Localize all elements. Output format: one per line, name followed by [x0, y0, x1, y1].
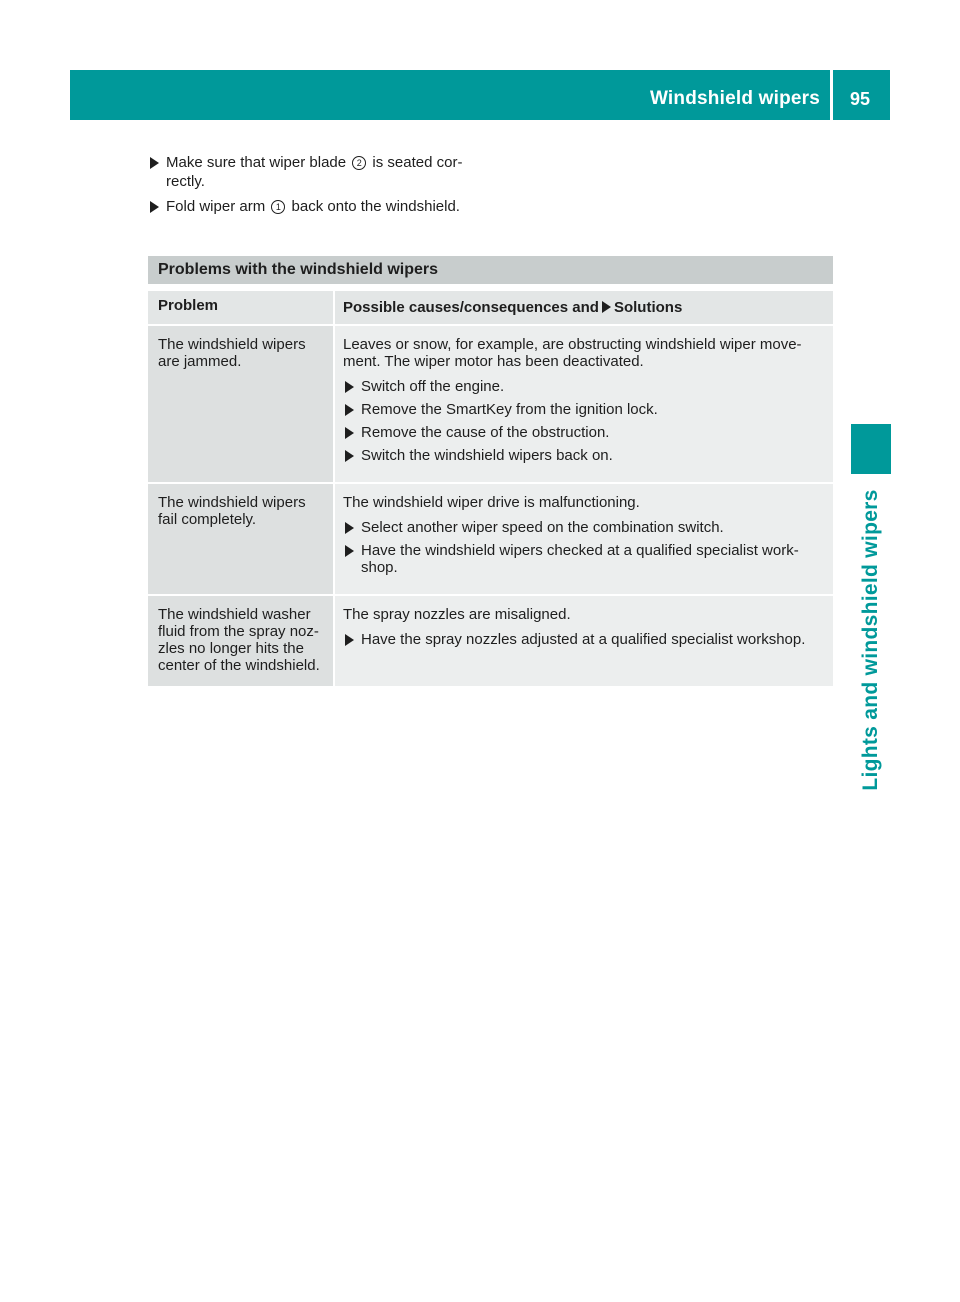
- problem-cell: The windshield washer fluid from the spray noz-zles no longer hits the center of the windshield.: [148, 596, 335, 686]
- solution-cell: [335, 484, 833, 594]
- table-row: [148, 594, 833, 686]
- solution-step: [343, 519, 825, 536]
- arrow-bullet-icon: [345, 634, 354, 646]
- cause-text: Leaves or snow, for example, are obstructing windshield wiper move-ment. The wiper motor has been deactivated.: [343, 336, 802, 370]
- solution-step: [343, 401, 825, 418]
- arrow-bullet-icon: [345, 522, 354, 534]
- arrow-icon: [602, 301, 611, 313]
- arrow-bullet-icon: [345, 427, 354, 439]
- cause-text: The spray nozzles are misaligned.: [343, 606, 571, 623]
- solution-text: Select another wiper speed on the combination switch.: [361, 519, 724, 536]
- instruction-steps: [148, 153, 498, 222]
- header-solutions-text: Possible causes/consequences and: [343, 299, 599, 316]
- page-header: [70, 70, 890, 120]
- chapter-tab-marker: [851, 424, 891, 474]
- header-divider: [830, 70, 833, 120]
- instruction-step: [148, 197, 498, 216]
- solution-text: Switch off the engine.: [361, 378, 505, 395]
- problem-cell: The windshield wipers are jammed.: [148, 326, 335, 482]
- solution-cell: [335, 326, 833, 482]
- arrow-bullet-icon: [345, 450, 354, 462]
- solution-text: Remove the cause of the obstruction.: [361, 424, 610, 441]
- arrow-bullet-icon: [345, 381, 354, 393]
- solution-text: Switch the windshield wipers back on.: [361, 447, 613, 464]
- step-text: is seated cor-rectly.: [166, 154, 463, 190]
- solution-step: [343, 447, 825, 464]
- arrow-bullet-icon: [345, 545, 354, 557]
- table-title: Problems with the windshield wipers: [148, 256, 833, 284]
- page-number: 95: [849, 89, 870, 109]
- chapter-label: Lights and windshield wipers: [859, 489, 882, 791]
- circled-number-icon: 1: [271, 200, 285, 214]
- solution-cell: [335, 596, 833, 686]
- solution-step: [343, 378, 825, 395]
- cause-text: The windshield wiper drive is malfunctioning.: [343, 494, 640, 511]
- arrow-bullet-icon: [150, 157, 159, 169]
- step-text: back onto the windshield.: [287, 198, 460, 215]
- solution-step: [343, 631, 825, 648]
- instruction-step: [148, 153, 498, 191]
- header-solutions: [335, 291, 833, 324]
- arrow-bullet-icon: [345, 404, 354, 416]
- arrow-bullet-icon: [150, 201, 159, 213]
- solution-text: Remove the SmartKey from the ignition lock.: [361, 401, 658, 418]
- header-solutions-text: Solutions: [613, 299, 683, 316]
- solution-step: [343, 424, 825, 441]
- circled-number-icon: 2: [352, 156, 366, 170]
- solution-step: [343, 542, 825, 576]
- solution-text: Have the windshield wipers checked at a qualified specialist work-shop.: [361, 542, 799, 576]
- table-row: [148, 324, 833, 482]
- header-problem: Problem: [148, 291, 335, 324]
- table-header-row: [148, 284, 833, 324]
- section-title: Windshield wipers: [649, 88, 820, 109]
- problems-table: [148, 256, 833, 686]
- table-row: [148, 482, 833, 594]
- step-text: Make sure that wiper blade: [166, 154, 351, 171]
- problem-cell: The windshield wipers fail completely.: [148, 484, 335, 594]
- solution-text: Have the spray nozzles adjusted at a qualified specialist workshop.: [361, 631, 806, 648]
- step-text: Fold wiper arm: [166, 198, 270, 215]
